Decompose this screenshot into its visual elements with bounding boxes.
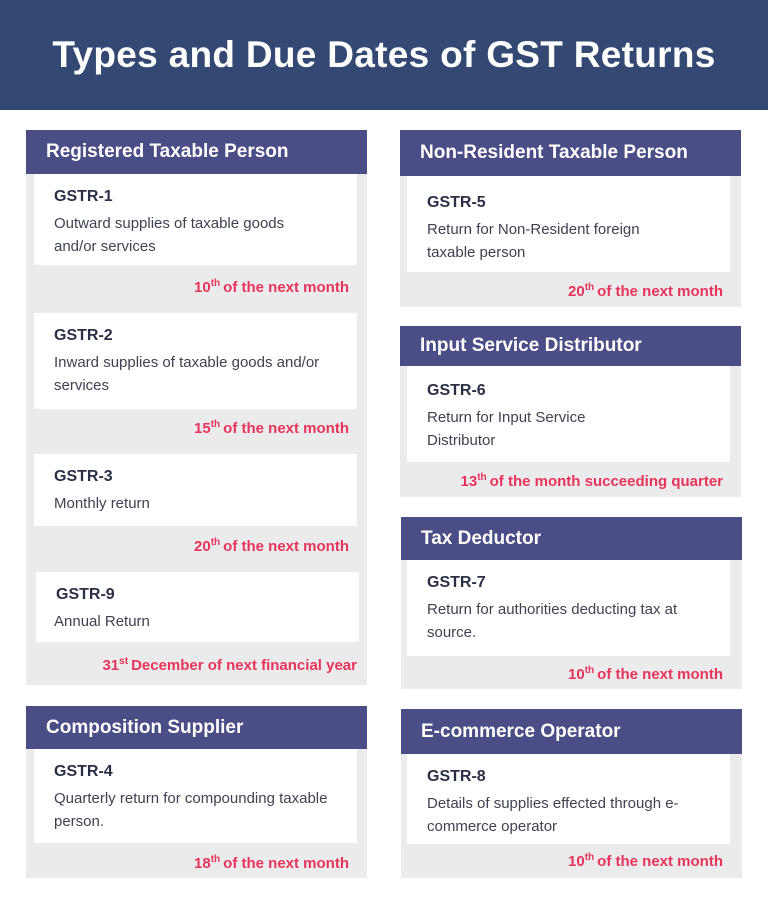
section-title-isd: Input Service Distributor	[400, 326, 741, 366]
due-date-gstr-7: 10th of the next month	[568, 665, 723, 683]
due-date-gstr-2: 15th of the next month	[194, 419, 349, 437]
card-gstr-3	[34, 454, 357, 526]
due-date-gstr-1: 10th of the next month	[194, 278, 349, 296]
return-code: GSTR-7	[427, 574, 486, 591]
card-gstr-9	[36, 572, 359, 642]
card-gstr-8	[407, 754, 730, 844]
return-description: Outward supplies of taxable goods and/or services	[54, 215, 285, 255]
section-title-registered: Registered Taxable Person	[26, 130, 367, 174]
card-gstr-2	[34, 313, 357, 409]
return-code: GSTR-5	[427, 194, 486, 211]
return-description: Return for authorities deducting tax at source.	[427, 601, 678, 641]
section-title-taxdeductor: Tax Deductor	[401, 517, 742, 560]
return-description: Inward supplies of taxable goods and/or services	[54, 354, 320, 394]
due-date-gstr-5: 20th of the next month	[568, 282, 723, 300]
due-date-gstr-3: 20th of the next month	[194, 537, 349, 555]
return-code: GSTR-9	[56, 586, 115, 603]
return-code: GSTR-1	[54, 188, 113, 205]
card-gstr-7	[407, 560, 730, 656]
return-description: Return for Non-Resident foreign taxable person	[427, 221, 640, 261]
due-date-gstr-9: 31st December of next financial year	[102, 656, 357, 674]
due-date-gstr-6: 13th of the month succeeding quarter	[460, 472, 723, 490]
return-code: GSTR-3	[54, 468, 113, 485]
return-code: GSTR-6	[427, 382, 486, 399]
return-description: Details of supplies effected through e-commerce operator	[427, 795, 679, 835]
page-header	[0, 0, 768, 110]
card-gstr-4	[34, 749, 357, 843]
return-description: Return for Input Service Distributor	[427, 409, 586, 449]
return-description: Quarterly return for compounding taxable person.	[54, 790, 328, 830]
return-code: GSTR-8	[427, 768, 486, 785]
page-title: Types and Due Dates of GST Returns	[52, 34, 716, 75]
due-date-gstr-8: 10th of the next month	[568, 852, 723, 870]
section-title-nonresident: Non-Resident Taxable Person	[400, 130, 741, 176]
return-description: Annual Return	[54, 613, 150, 630]
card-gstr-1	[34, 174, 357, 265]
return-code: GSTR-4	[54, 763, 113, 780]
return-code: GSTR-2	[54, 327, 113, 344]
card-gstr-6	[407, 366, 730, 462]
card-gstr-5	[407, 176, 730, 272]
section-title-composition: Composition Supplier	[26, 706, 367, 749]
due-date-gstr-4: 18th of the next month	[194, 854, 349, 872]
return-description: Monthly return	[54, 495, 150, 512]
section-title-ecommerce: E-commerce Operator	[401, 709, 742, 754]
